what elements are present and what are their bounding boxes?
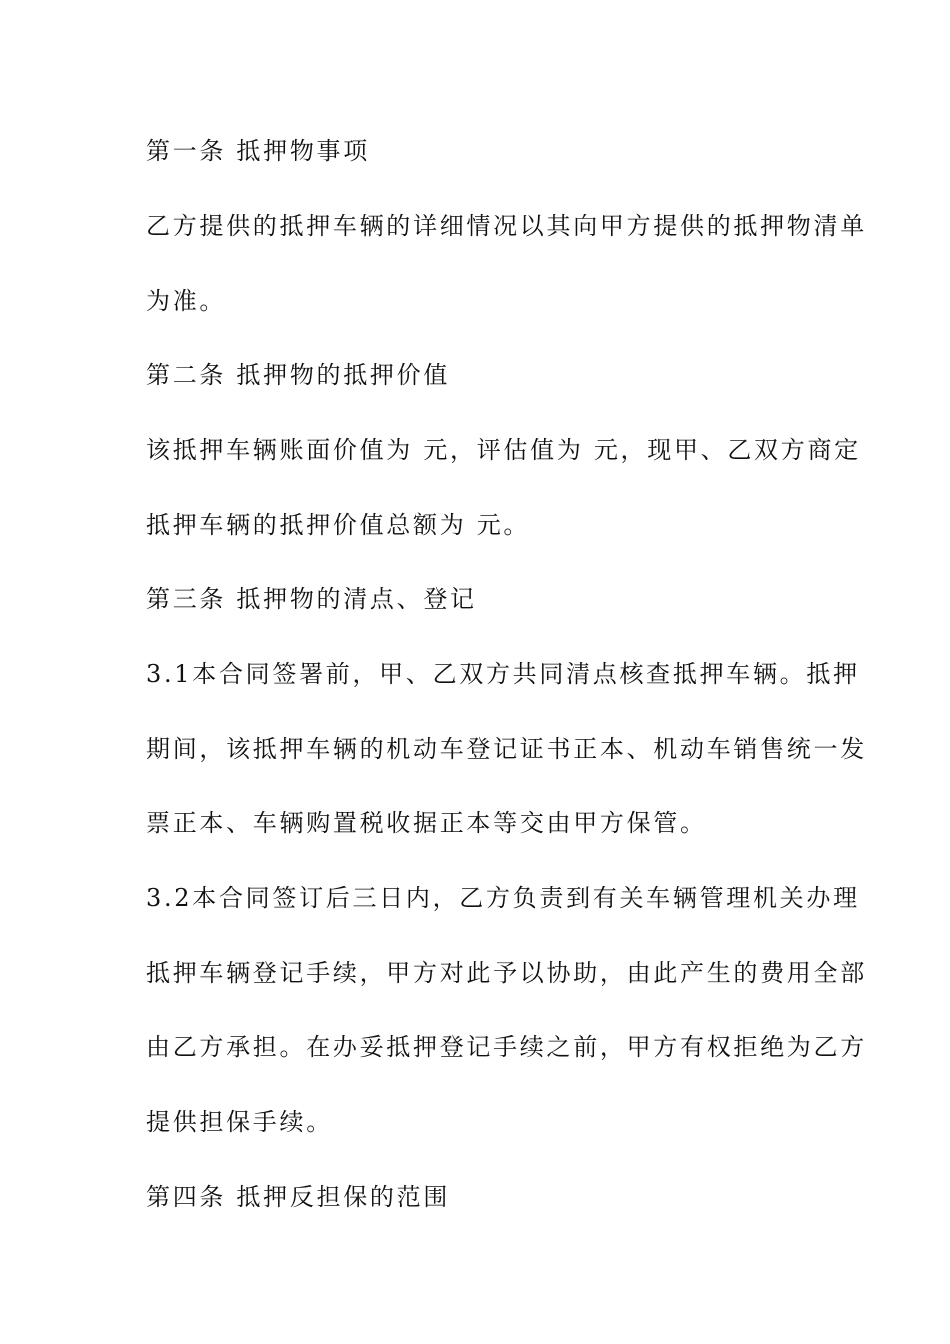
clause-3-1-line-3: 票正本、车辆购置税收据正本等交由甲方保管。 <box>146 809 707 837</box>
clause-3-2-line-2: 抵押车辆登记手续，甲方对此予以协助，由此产生的费用全部 <box>146 959 867 987</box>
clause-3-2-line-1: 3.2本合同签订后三日内，乙方负责到有关车辆管理机关办理 <box>146 884 860 912</box>
article-2-text-line-1: 该抵押车辆账面价值为 元，评估值为 元，现甲、乙双方商定 <box>146 436 861 464</box>
article-1-text-line-1: 乙方提供的抵押车辆的详细情况以其向甲方提供的抵押物清单 <box>146 212 867 240</box>
article-1-heading: 第一条 抵押物事项 <box>146 137 370 165</box>
article-1-text-line-2: 为准。 <box>146 287 227 315</box>
article-3-heading: 第三条 抵押物的清点、登记 <box>146 585 477 613</box>
clause-3-1-line-1: 3.1本合同签署前，甲、乙双方共同清点核查抵押车辆。抵押 <box>146 660 860 688</box>
article-4-heading: 第四条 抵押反担保的范围 <box>146 1183 451 1211</box>
clause-3-2-line-4: 提供担保手续。 <box>146 1108 333 1136</box>
clause-3-1-line-2: 期间，该抵押车辆的机动车登记证书正本、机动车销售统一发 <box>146 735 867 763</box>
clause-3-2-line-3: 由乙方承担。在办妥抵押登记手续之前，甲方有权拒绝为乙方 <box>146 1033 867 1061</box>
article-2-heading: 第二条 抵押物的抵押价值 <box>146 361 451 389</box>
article-2-text-line-2: 抵押车辆的抵押价值总额为 元。 <box>146 511 531 539</box>
